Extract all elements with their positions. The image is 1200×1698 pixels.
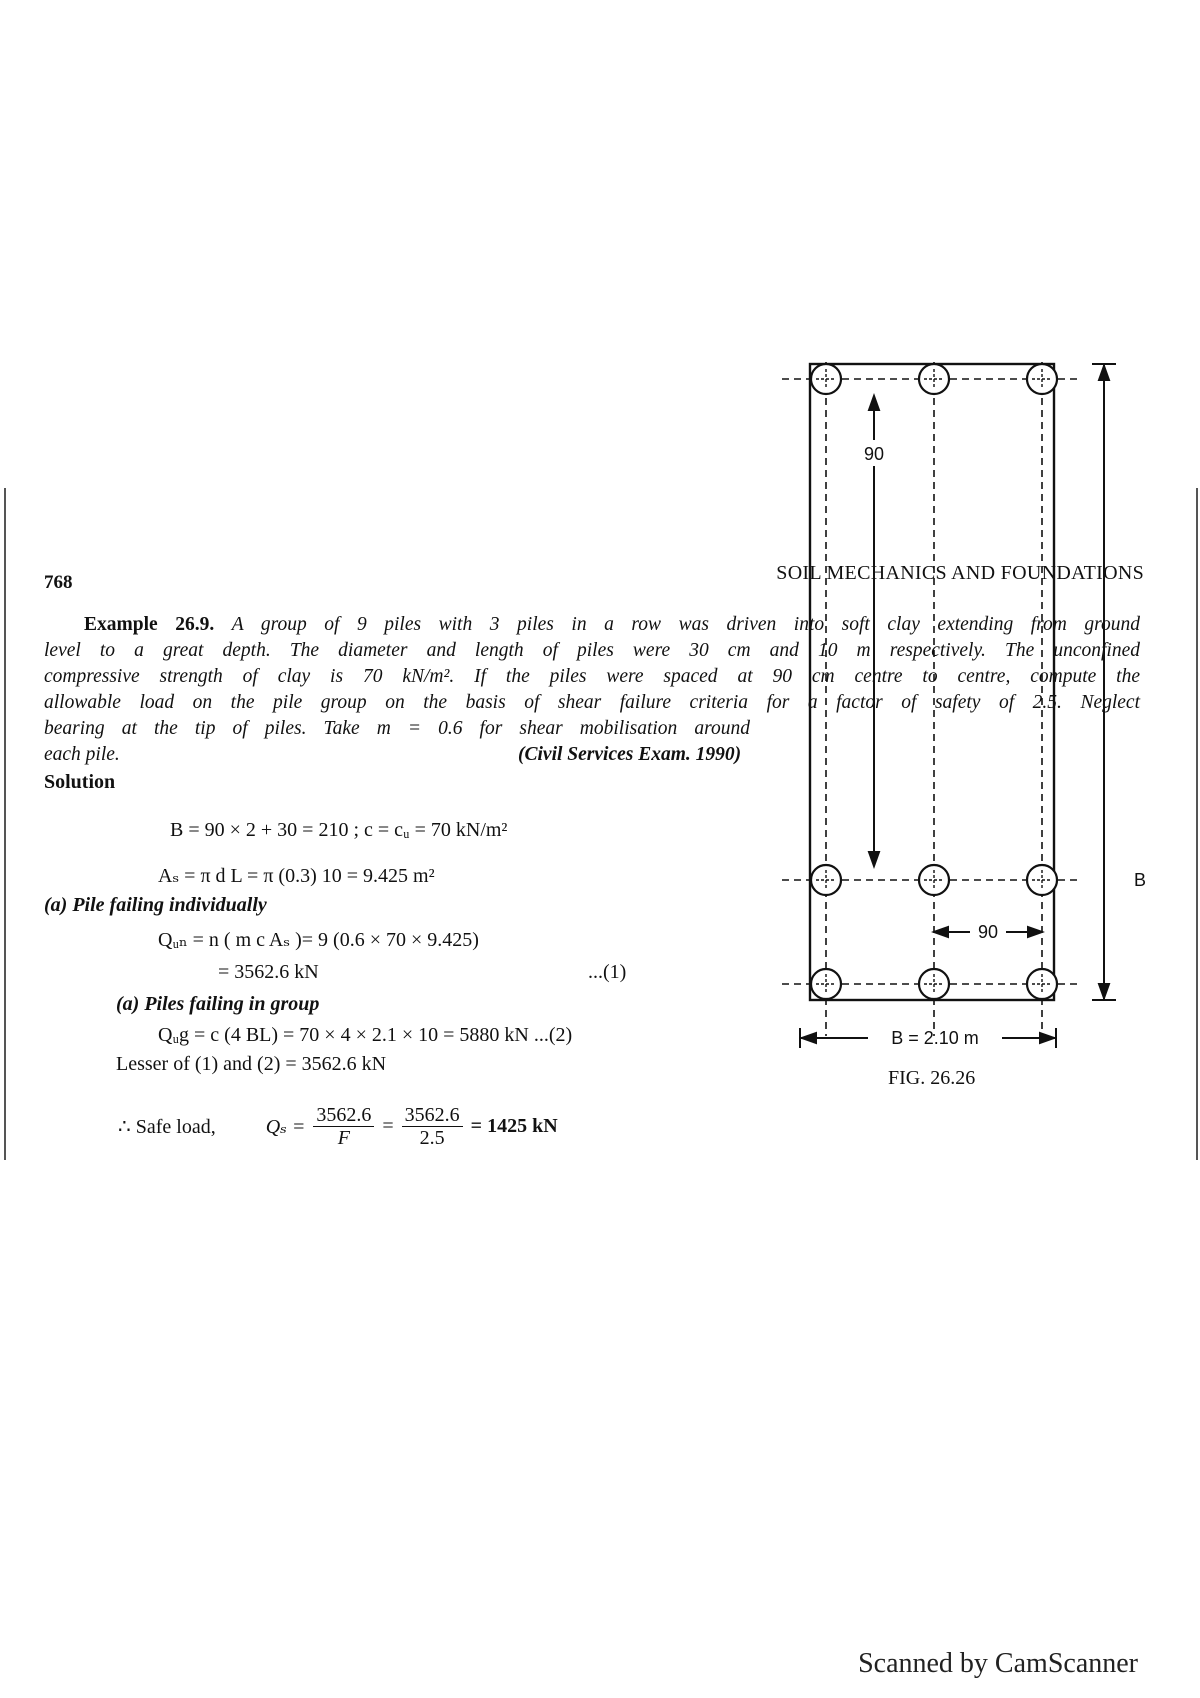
example-line-6: each pile. (Civil Services Exam. 1990) xyxy=(44,742,1140,768)
equation-individual-result: = 3562.6 kN xyxy=(218,961,319,983)
example-line-4: allowable load on the pile group on the basis of shear failure criteria for a factor of safety of 2.5. Neglect xyxy=(44,692,1140,713)
running-header-title: SOIL MECHANICS AND FOUNDATIONS xyxy=(776,562,1144,584)
page-number: 768 xyxy=(44,572,73,593)
side-breadth-dimension xyxy=(1092,364,1116,1000)
equation-breadth: B = 90 × 2 + 30 = 210 ; c = cᵤ = 70 kN/m² xyxy=(170,819,508,841)
equals-sign: = xyxy=(382,1115,394,1137)
fraction-over-F: $\frac{3562.6}{F}$ xyxy=(313,1104,374,1149)
vertical-spacing-label: 90 xyxy=(863,444,885,464)
pile-group-figure xyxy=(770,336,1170,1056)
safe-load-result: = 1425 kN xyxy=(470,1115,558,1137)
safe-load-label: ∴ Safe load, xyxy=(118,1116,216,1138)
example-line-1: Example 26.9. A group of 9 piles with 3 piles in a row was driven into soft clay extending from ground xyxy=(84,614,1141,635)
case-group-heading: (a) Piles failing in group xyxy=(116,993,320,1015)
lesser-of-statement: Lesser of (1) and (2) = 3562.6 kN xyxy=(116,1053,387,1075)
horizontal-spacing-label: 90 xyxy=(977,922,999,942)
equation-group-capacity: Qᵤg = c (4 BL) = 70 × 4 × 2.1 × 10 = 5880 kN ...(2) xyxy=(158,1024,573,1046)
example-label: Example 26.9. xyxy=(84,614,215,635)
equation-ref-1: ...(1) xyxy=(588,961,627,983)
bottom-breadth-label: B = 2.10 m xyxy=(891,1028,979,1048)
safe-load-symbol: Qₛ = xyxy=(265,1116,306,1138)
example-line-2: level to a great depth. The diameter and length of piles were 30 cm and 10 m respectively. The unconfined xyxy=(44,640,1140,661)
exam-source: (Civil Services Exam. 1990) xyxy=(518,744,742,765)
figure-caption: FIG. 26.26 xyxy=(888,1067,976,1089)
fraction-over-2-5: $\frac{3562.6}{2.5}$ xyxy=(402,1104,463,1149)
equation-individual-capacity: Qᵤₙ = n ( m c Aₛ )= 9 (0.6 × 70 × 9.425) xyxy=(158,929,479,951)
side-breadth-label: B xyxy=(1133,870,1147,890)
equation-surface-area: Aₛ = π d L = π (0.3) 10 = 9.425 m² xyxy=(158,865,435,887)
solution-heading: Solution xyxy=(44,771,116,793)
example-line-3: compressive strength of clay is 70 kN/m². If the piles were spaced at 90 cm centre to centre, compute the xyxy=(44,666,1140,687)
safe-load-equation xyxy=(118,1104,558,1149)
left-page-edge-rule xyxy=(4,488,6,1160)
scanner-watermark: Scanned by CamScanner xyxy=(858,1648,1138,1679)
example-line-5: bearing at the tip of piles. Take m = 0.6 for shear mobilisation around xyxy=(44,718,750,739)
case-individual-heading: (a) Pile failing individually xyxy=(44,894,267,916)
pile-cap-outline xyxy=(810,364,1054,1000)
right-page-edge-rule xyxy=(1196,488,1198,1160)
vertical-spacing-dimension xyxy=(869,396,879,866)
